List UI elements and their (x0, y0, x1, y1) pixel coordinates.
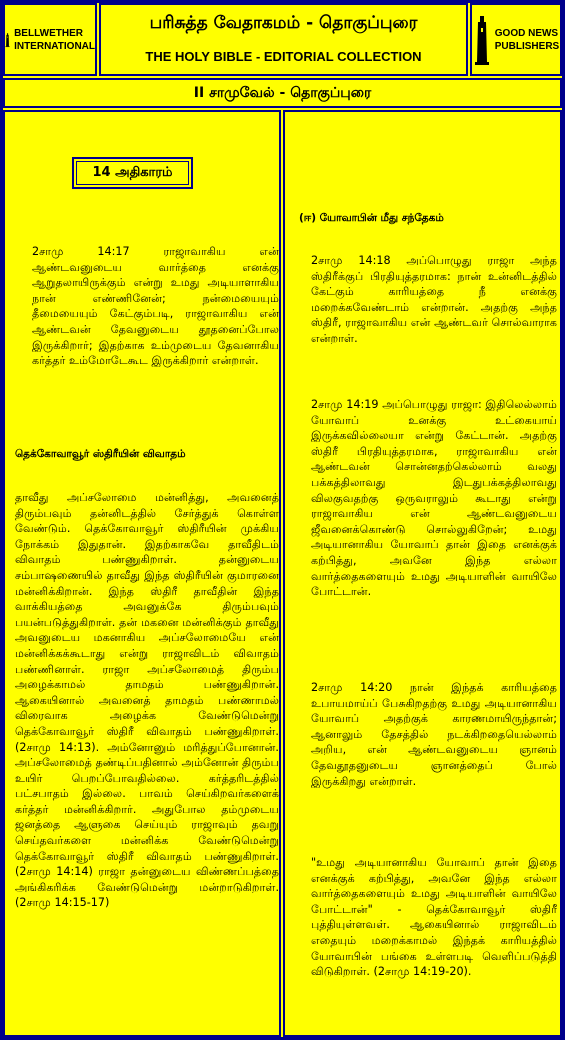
logo-left-line2: INTERNATIONAL (14, 40, 95, 52)
tower-icon (473, 14, 491, 66)
title-english: THE HOLY BIBLE - EDITORIAL COLLECTION (145, 49, 422, 64)
right-heading: (ஈ) யோவாபின் மீது சந்தேகம் (299, 212, 444, 224)
right-para-2: 2சாமு 14:19 அப்பொழுது ராஜா: இதிலெல்லாம் யோவாப் உனக்கு உட்கையாய் இருக்கவில்லையா என்று கேட்டான். அதற்கு ஸ்திரீ பிரதியுத்தரமாக, ராஜாவாகிய என் ஆண்டவன் சொன்னதற்கெல்லாம் வலது பக்கத்திலாவது இடதுபக்கத்திலாவது விலகுவதற்கு ஒருவராலும் கூடாது என்று ராஜாவாகிய என் ஆண்டவனுடைய ஜீவனைக்கொண்டு சொல்லுகிறேன்; உமது அடியானாகிய யோவாப் தான் இதை எனக்குக் கற்பித்து, அவனே இந்த எல்லா வார்த்தைகளையும் உமது அடியாளின் வாயிலே போட்டான். (311, 398, 557, 599)
title-box (99, 3, 468, 76)
tower-icon (5, 14, 10, 66)
chapter-label: 14 அதிகாரம் (72, 157, 193, 189)
right-para-1: 2சாமு 14:18 அப்பொழுது ராஜா அந்த ஸ்திரீக்குப் பிரதியுத்தரமாக: நான் உன்னிடத்தில் கேட்கும் காரியத்தை நீ எனக்கு மறைக்கவேண்டாம் என்றான். அதற்கு அந்த ஸ்திரீ, ராஜாவாகிய என் ஆண்டவர் சொல்வாராக என்றாள். (311, 254, 557, 345)
right-para-4: "உமது அடியானாகிய யோவாப் தான் இதை எனக்குக் கற்பித்து, அவனே இந்த எல்லா வார்த்தைகளையும் உமது அடியாளின் வாயிலே போட்டான்" - தெக்கோவாவூர் ஸ்திரீ புத்தியுள்ளவள். ஆகையினால் ராஜாவிடம் எதையும் மறைக்காமல் இந்தக் காரியத்தில் யோவாபின் பங்கை உள்ளபடி வெளிப்படுத்தி விடுகிறாள். (2சாமு 14:19-20). (311, 856, 557, 979)
book-title: II சாமுவேல் - தொகுப்புரை (193, 85, 372, 101)
left-column (3, 110, 281, 1037)
title-tamil: பரிசுத்த வேதாகமம் - தொகுப்புரை (149, 13, 418, 33)
left-para-2: தாவீது அப்சலோமை மன்னித்து, அவனைத் திரும்பவும் தன்னிடத்தில் சேர்த்துக் கொள்ள வேண்டும். தெக்கோவாவூர் ஸ்திரீயின் முக்கிய நோக்கம் இதுதான். இதற்காகவே தாவீதிடம் விவாதம் பண்ணுகிறாள். தன்னுடைய சம்பாஷணையில் தாவீது இந்த ஸ்திரீயின் குமாரனை மன்னிக்கிறான். இந்த ஸ்திரீ தாவீதின் இந்த வாக்கியத்தை அவனுக்கே திரும்பவும் பயன்படுத்துகிறாள். தன் மகனை மன்னிக்கும் தாவீது அவனுடைய மகனாகிய அப்சலோமையே என் மன்னிக்கக்கூடாது என்று ராஜாவிடம் விவாதம் பண்ணினாள். ராஜா அப்சலோமைத் திரும்ப அழைக்காமல் தாமதம் பண்ணுகிறான். ஆகையினால் அவனைத் தாமதம் பண்ணாமல் விரைவாக அழைக்க வேண்டுமென்று தெக்கோவாவூர் ஸ்திரீ விவாதம் பண்ணுகிறாள். (2சாமு 14:13). அம்னோனும் மரித்துப்போனான். அப்சலோமைத் தண்டிப்பதினால் அம்னோன் திரும்ப உயிர் பெறப்போவதில்லை. கர்த்தரிடத்தில் பட்சபாதம் இல்லை. பாவம் செய்கிறவர்களைக் கர்த்தர் மன்னிக்கிறார். அதுபோல தம்முடைய ஜனத்தை ஆளுகை செய்யும் ராஜாவும் தவறு செய்தவர்களை மன்னிக்க வேண்டுமென்று தெக்கோவாவூர் ஸ்திரீ விவாதம் பண்ணுகிறாள். (2சாமு 14:14) ராஜா தன்னுடைய விண்ணப்பத்தை அங்கிகரிக்க வேண்டுமென்று மன்றாடுகிறாள். (2சாமு 14:15-17) (15, 491, 279, 910)
logo-left-line1: BELLWETHER (14, 27, 83, 39)
left-para-1: 2சாமு 14:17 ராஜாவாகிய என் ஆண்டவனுடைய வார்த்தை எனக்கு ஆறுதலாயிருக்கும் என்று உமது அடியாளாகிய நான் எண்ணினேன்; நன்மையையும் தீமையையும் கேட்கும்படி, ராஜாவாகிய என் ஆண்டவன் தேவனுடைய தூதனைப்போல இருக்கிறார்; இதற்காக உம்முடைய தேவனாகிய கர்த்தர் உம்மோடேகூட இருக்கிறார் என்றாள். (32, 245, 279, 368)
right-para-3: 2சாமு 14:20 நான் இந்தக் காரியத்தை உபாயமாய்ப் பேசுகிறதற்கு உமது அடியானாகிய யோவாப் அதற்குக் காரணமாயிருந்தான்; ஆனாலும் தேசத்தில் நடக்கிறதையெல்லாம் அறிய, என் ஆண்டவனுடைய ஞானம் தேவதூதனுடைய ஞானத்தைப் போல் இருக்கிறது என்றாள். (311, 681, 557, 788)
logo-right-line1: GOOD NEWS (494, 27, 559, 39)
right-column (283, 110, 562, 1037)
logo-right-line2: PUBLISHERS (494, 40, 560, 52)
left-heading: தெக்கோவாவூர் ஸ்திரீயின் விவாதம் (15, 448, 186, 460)
bellwether-logo (3, 3, 97, 76)
subheader-box (3, 78, 562, 108)
good-news-logo (470, 3, 562, 76)
